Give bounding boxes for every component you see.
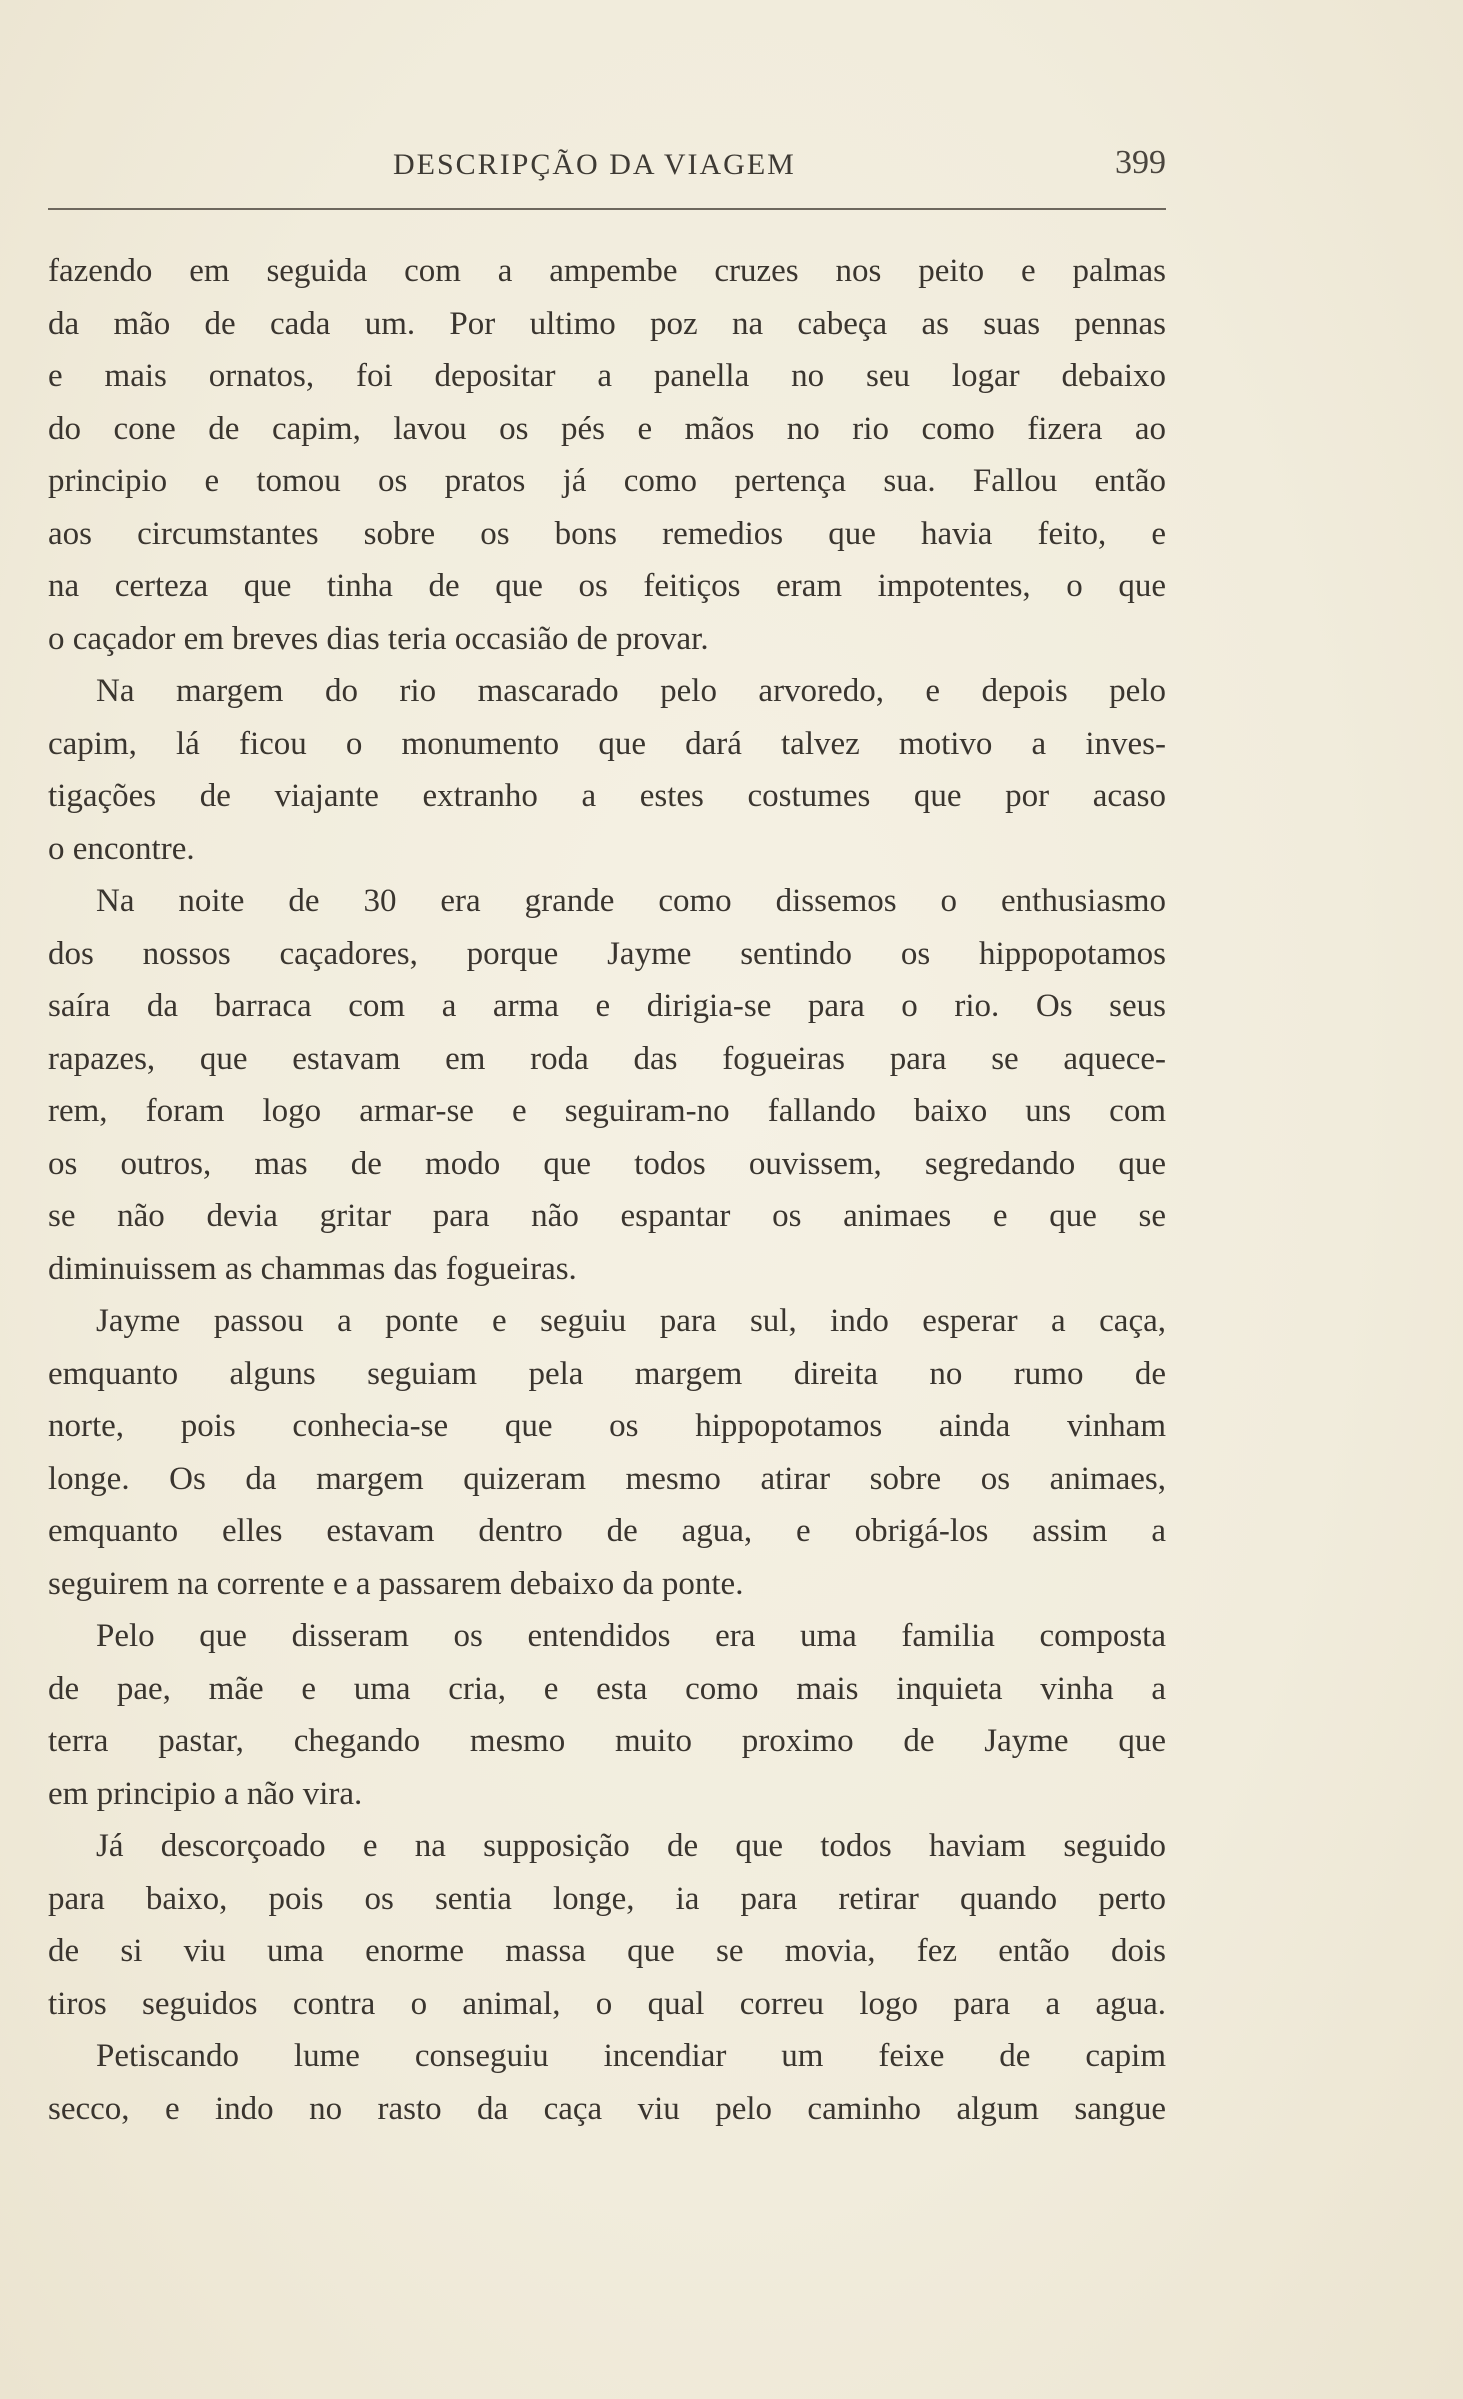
page-header	[48, 144, 1166, 198]
text-line: Na noite de 30 era grande como dissemos o enthusiasmo	[96, 883, 1166, 919]
text-line: para baixo, pois os sentia longe, ia para retirar quando perto	[48, 1880, 1166, 1917]
text-line: saíra da barraca com a arma e dirigia-se para o rio. Os seus	[48, 988, 1166, 1024]
text-line: aos circumstantes sobre os bons remedios que havia feito, e	[48, 515, 1166, 552]
text-line: Jayme passou a ponte e seguiu para sul, indo esperar a caça,	[96, 1303, 1166, 1339]
text-line: rem, foram logo armar-se e seguiram-no fallando baixo uns com	[48, 1093, 1166, 1129]
text-line: terra pastar, chegando mesmo muito proximo de Jayme que	[48, 1723, 1166, 1759]
text-line: os outros, mas de modo que todos ouvissem, segredando que	[48, 1145, 1166, 1182]
text-line: em principio a não vira.	[48, 1775, 363, 1812]
text-line: dos nossos caçadores, porque Jayme sentindo os hippopotamos	[48, 935, 1166, 972]
text-line: do cone de capim, lavou os pés e mãos no rio como fizera ao	[48, 410, 1166, 447]
text-line: fazendo em seguida com a ampembe cruzes nos peito e palmas	[48, 253, 1166, 289]
text-line: Pelo que disseram os entendidos era uma familia composta	[96, 1618, 1166, 1654]
header-rule	[48, 208, 1166, 210]
text-line: norte, pois conhecia-se que os hippopotamos ainda vinham	[48, 1408, 1166, 1444]
text-line: de pae, mãe e uma cria, e esta como mais inquieta vinha a	[48, 1670, 1166, 1707]
text-line: tigações de viajante extranho a estes costumes que por acaso	[48, 778, 1166, 814]
text-line: capim, lá ficou o monumento que dará talvez motivo a inves-	[48, 725, 1166, 762]
text-line: principio e tomou os pratos já como pertença sua. Fallou então	[48, 463, 1166, 499]
text-line: o caçador em breves dias teria occasião de provar.	[48, 620, 709, 657]
text-line: diminuissem as chammas das fogueiras.	[48, 1250, 577, 1287]
page-number: 399	[1115, 144, 1166, 181]
running-title: DESCRIPÇÃO DA VIAGEM	[393, 148, 796, 181]
text-line: Petiscando lume conseguiu incendiar um feixe de capim	[96, 2038, 1166, 2074]
text-line: de si viu uma enorme massa que se movia, fez então dois	[48, 1933, 1166, 1969]
text-line: seguirem na corrente e a passarem debaixo da ponte.	[48, 1565, 744, 1602]
text-line: o encontre.	[48, 830, 195, 867]
text-line: secco, e indo no rasto da caça viu pelo caminho algum sangue	[48, 2090, 1166, 2127]
text-line: tiros seguidos contra o animal, o qual correu logo para a agua.	[48, 1985, 1166, 2022]
text-line: longe. Os da margem quizeram mesmo atirar sobre os animaes,	[48, 1460, 1166, 1497]
body-text	[48, 245, 1166, 2135]
text-line: emquanto elles estavam dentro de agua, e obrigá-los assim a	[48, 1513, 1166, 1549]
text-line: emquanto alguns seguiam pela margem direita no rumo de	[48, 1355, 1166, 1392]
text-line: e mais ornatos, foi depositar a panella no seu logar debaixo	[48, 358, 1166, 394]
text-line: rapazes, que estavam em roda das fogueiras para se aquece-	[48, 1040, 1166, 1077]
text-line: Na margem do rio mascarado pelo arvoredo, e depois pelo	[96, 673, 1166, 709]
text-line: da mão de cada um. Por ultimo poz na cabeça as suas pennas	[48, 305, 1166, 342]
text-line: na certeza que tinha de que os feitiços eram impotentes, o que	[48, 568, 1166, 604]
text-line: Já descorçoado e na supposição de que todos haviam seguido	[96, 1828, 1166, 1864]
text-line: se não devia gritar para não espantar os animaes e que se	[48, 1198, 1166, 1234]
